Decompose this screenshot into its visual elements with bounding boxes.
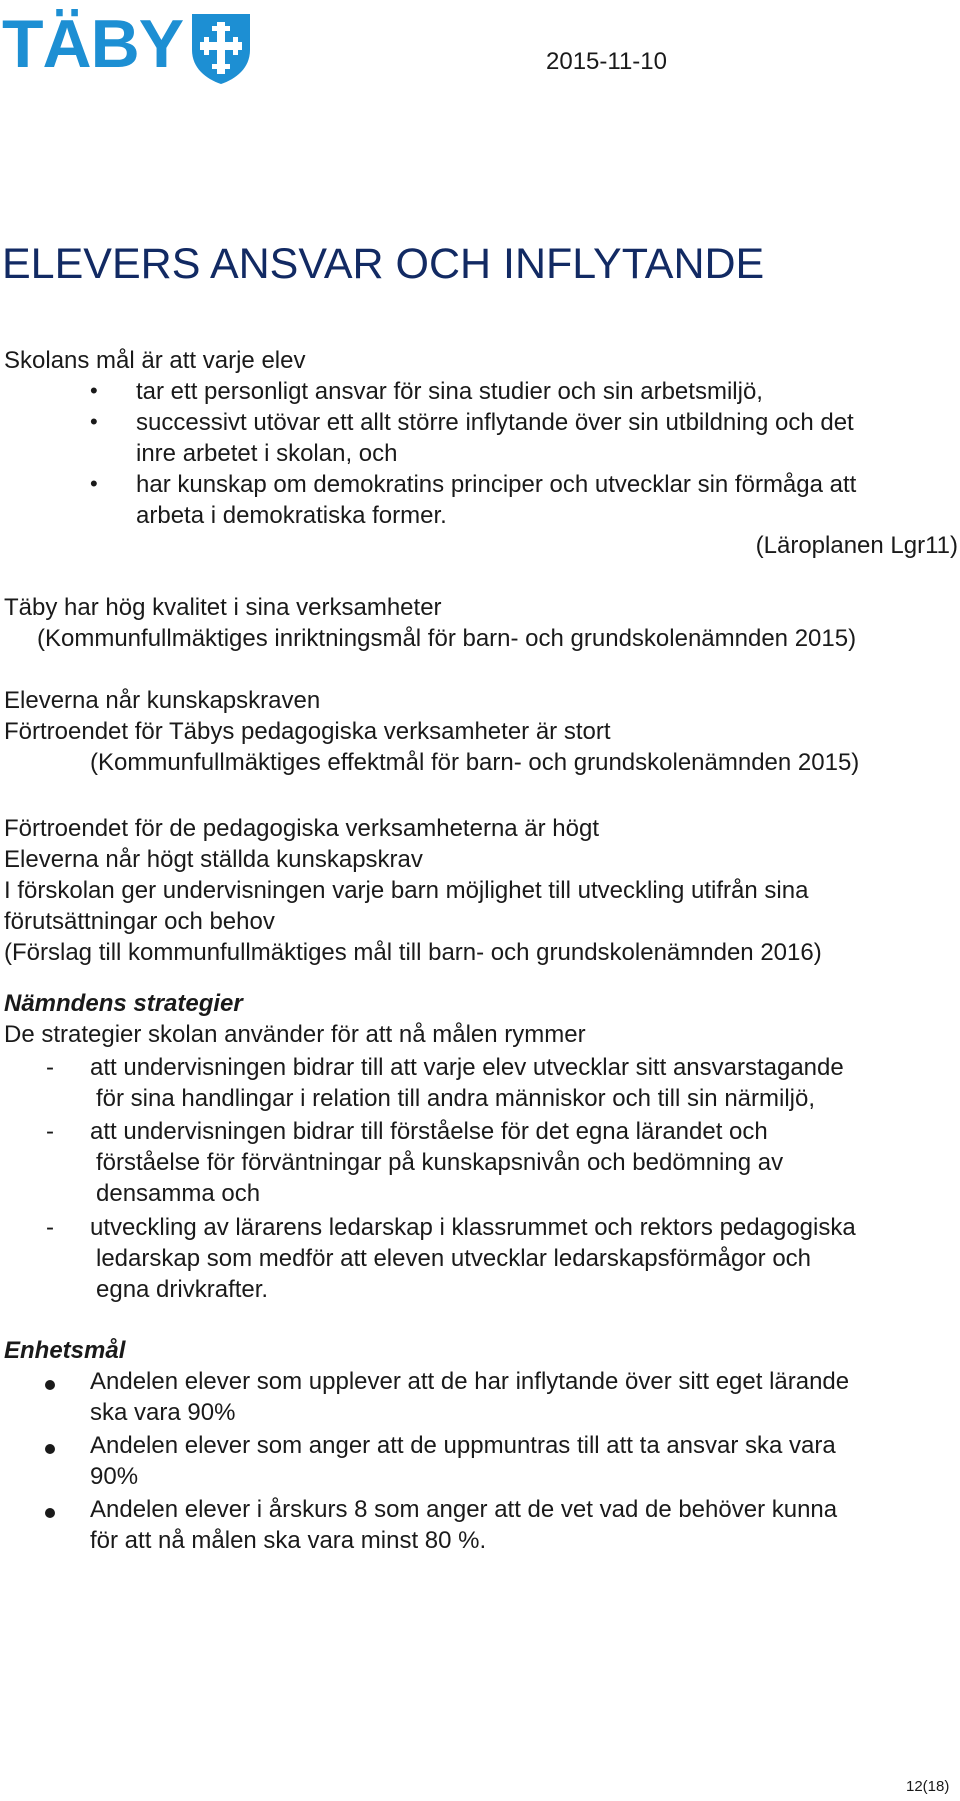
- block1-source: (Kommunfullmäktiges inriktningsmål för barn- och grundskolenämnden 2015): [37, 625, 857, 652]
- dash-marker: -: [46, 1118, 54, 1145]
- block2-line: Förtroendet för Täbys pedagogiska verksamheter är stort: [4, 718, 611, 745]
- strategy-item: utveckling av lärarens ledarskap i klassrummet och rektors pedagogiska: [90, 1214, 856, 1241]
- goal-item: har kunskap om demokratins principer och utvecklar sin förmåga att: [136, 471, 857, 498]
- strategies-intro: De strategier skolan använder för att nå målen rymmer: [4, 1021, 586, 1048]
- bullet-icon: [45, 1444, 55, 1454]
- block3-line: Eleverna når högt ställda kunskapskrav: [4, 846, 423, 873]
- goal-item-cont: inre arbetet i skolan, och: [136, 440, 398, 467]
- strategy-item-cont: densamma och: [96, 1180, 261, 1207]
- dash-marker: -: [46, 1214, 54, 1241]
- page-number: 12(18): [906, 1778, 950, 1795]
- logo-wordmark: TÄBY: [2, 6, 184, 82]
- block3-line: I förskolan ger undervisningen varje barn möjlighet till utveckling utifrån sina: [4, 877, 809, 904]
- block1-line: Täby har hög kvalitet i sina verksamheter: [4, 594, 442, 621]
- strategy-item: att undervisningen bidrar till förståelse för det egna lärandet och: [90, 1118, 768, 1145]
- page-title: ELEVERS ANSVAR OCH INFLYTANDE: [2, 240, 765, 288]
- unit-goal-item: Andelen elever som anger att de uppmuntras till att ta ansvar ska vara: [90, 1432, 836, 1459]
- goal-item-cont: arbeta i demokratiska former.: [136, 502, 447, 529]
- strategy-item-cont: förståelse för förväntningar på kunskapsnivån och bedömning av: [96, 1149, 784, 1176]
- goals-source: (Läroplanen Lgr11): [755, 532, 958, 559]
- unit-goals-heading: Enhetsmål: [4, 1337, 126, 1364]
- goal-item: tar ett personligt ansvar för sina studier och sin arbetsmiljö,: [136, 378, 763, 405]
- strategies-heading: Nämndens strategier: [4, 990, 243, 1017]
- bullet-icon: [45, 1380, 55, 1390]
- block2-source: (Kommunfullmäktiges effektmål för barn- och grundskolenämnden 2015): [90, 749, 860, 776]
- unit-goal-item-cont: 90%: [90, 1463, 139, 1490]
- strategy-item-cont: ledarskap som medför att eleven utvecklar ledarskapsförmågor och: [96, 1245, 812, 1272]
- bullet-icon: [45, 1508, 55, 1518]
- unit-goal-item-cont: ska vara 90%: [90, 1399, 236, 1426]
- strategy-item-cont: egna drivkrafter.: [96, 1276, 269, 1303]
- strategy-item: att undervisningen bidrar till att varje elev utvecklar sitt ansvarstagande: [90, 1054, 844, 1081]
- bullet-icon: •: [90, 409, 98, 434]
- goal-item: successivt utövar ett allt större inflytande över sin utbildning och det: [136, 409, 854, 436]
- document-date: 2015-11-10: [546, 48, 667, 75]
- unit-goal-item-cont: för att nå målen ska vara minst 80 %.: [90, 1527, 487, 1554]
- block3-line: förutsättningar och behov: [4, 908, 275, 935]
- goals-intro: Skolans mål är att varje elev: [4, 347, 306, 374]
- block2-line: Eleverna når kunskapskraven: [4, 687, 321, 714]
- block3-line: Förtroendet för de pedagogiska verksamheterna är högt: [4, 815, 600, 842]
- dash-marker: -: [46, 1054, 54, 1081]
- shield-icon: [190, 12, 252, 86]
- bullet-icon: •: [90, 471, 98, 496]
- taby-logo: [2, 6, 254, 82]
- unit-goal-item: Andelen elever som upplever att de har inflytande över sitt eget lärande: [90, 1368, 850, 1395]
- bullet-icon: •: [90, 378, 98, 403]
- block3-source: (Förslag till kommunfullmäktiges mål till barn- och grundskolenämnden 2016): [4, 939, 822, 966]
- unit-goal-item: Andelen elever i årskurs 8 som anger att de vet vad de behöver kunna: [90, 1496, 838, 1523]
- strategy-item-cont: för sina handlingar i relation till andra människor och till sin närmiljö,: [96, 1085, 816, 1112]
